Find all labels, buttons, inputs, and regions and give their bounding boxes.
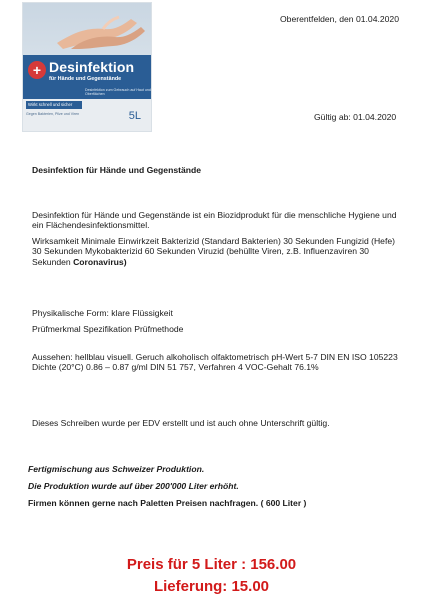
valid-from: Gültig ab: 01.04.2020 (314, 112, 397, 122)
footer-line-production: Fertigmischung aus Schweizer Produktion. (28, 464, 205, 474)
product-note: Gegen Bakterien, Pilze und Viren (26, 112, 80, 116)
product-volume: 5L (128, 109, 141, 122)
physical-form: Physikalische Form: klare Flüssigkeit (32, 308, 173, 318)
footer-line-volume: Die Produktion wurde auf über 200'000 Liter erhöht. (28, 481, 239, 491)
edv-note: Dieses Schreiben wurde per EDV erstellt und ist auch ohne Unterschrift gültig. (32, 418, 330, 428)
product-brand: Desinfektion (49, 59, 135, 75)
efficacy-paragraph (32, 236, 398, 267)
efficacy-text: Wirksamkeit Minimale Einwirkzeit Bakterizid (Standard Bakterien) 30 Sekunden Fungizid (Hefe) 30 Sekunden Mykobakterizid 60 Sekunden Viruzid (behüllte Viren, z.B. Influenzaviren 30 Sekunden (32, 236, 395, 267)
product-image (22, 2, 152, 132)
product-subtitle: für Hände und Gegenstände (49, 76, 122, 82)
efficacy-bold: Coronavirus) (73, 256, 127, 267)
footer-line-pallet: Firmen können gerne nach Paletten Preisen nachfragen. ( 600 Liter ) (28, 498, 307, 508)
document-heading: Desinfektion für Hände und Gegenstände (32, 165, 202, 175)
place-date: Oberentfelden, den 01.04.2020 (280, 14, 399, 24)
price-line: Preis für 5 Liter : 156.00 (126, 556, 297, 573)
test-feature-header: Prüfmerkmal Spezifikation Prüfmethode (32, 324, 184, 334)
product-badge: Wirkt schnell und sicher (26, 101, 82, 109)
appearance-paragraph: Aussehen: hellblau visuell. Geruch alkoholisch olfaktometrisch pH-Wert 5-7 DIN EN ISO 105223 Dichte (20°C) 0.86 – 0.87 g/ml DIN 51 757, Verfahren 4 VOC-Gehalt 76.1% (32, 352, 398, 373)
hands-icon (53, 9, 145, 49)
intro-paragraph: Desinfektion für Hände und Gegenstände ist ein Biozidprodukt für die menschliche Hygiene und ein Flächendesinfektionsmittel. (32, 210, 397, 231)
product-small-text: Desinfektion zum Gebrauch auf Haut und Oberflächen (85, 88, 151, 96)
medical-cross-icon: + (28, 61, 46, 79)
delivery-line: Lieferung: 15.00 (153, 578, 270, 595)
